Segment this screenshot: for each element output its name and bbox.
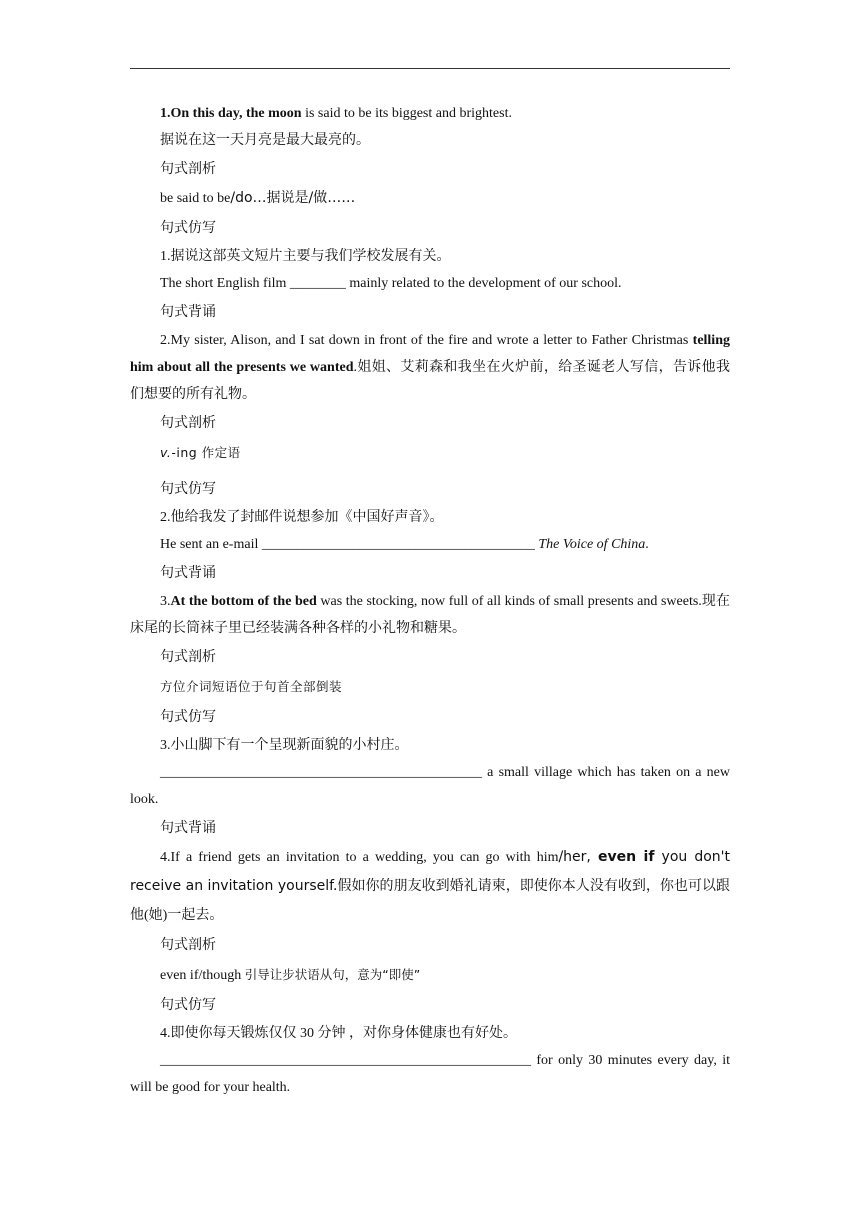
- s2-recite-heading: 句式背诵: [160, 565, 216, 581]
- s2-practice-cn: 2.他给我发了封邮件说想参加《中国好声音》。: [160, 510, 444, 525]
- s2-analysis-rest: -ing 作定语: [171, 445, 241, 460]
- s2-analysis-heading: 句式剖析: [160, 415, 216, 431]
- s2-analysis-v: v.: [160, 445, 172, 460]
- s3-sentence-num: 3.: [160, 594, 171, 609]
- s1-analysis-rest: /do…据说是/做……: [230, 190, 356, 206]
- header-rule: [130, 68, 730, 69]
- s4-practice-heading: 句式仿写: [160, 997, 216, 1013]
- s1-sentence-rest: is said to be its biggest and brightest.: [301, 106, 512, 121]
- s2-sentence: [130, 327, 730, 408]
- s4-analysis-en: even if/though: [160, 968, 245, 983]
- s1-practice-heading: 句式仿写: [160, 220, 216, 236]
- s3-sentence: [130, 588, 730, 642]
- s4-sentence: [130, 843, 730, 930]
- s3-practice-cn: 3.小山脚下有一个呈现新面貌的小村庄。: [160, 738, 409, 753]
- s2-practice-heading: 句式仿写: [160, 481, 216, 497]
- s1-translation: 据说在这一天月亮是最大最亮的。: [160, 133, 370, 148]
- s1-analysis-en: be said to be: [160, 191, 231, 206]
- s4-sentence-slash: /her,: [558, 849, 598, 865]
- s4-practice-cn: 4.即使你每天锻炼仅仅 30 分钟 ，对你身体健康也有好处。: [160, 1026, 517, 1041]
- s1-analysis: [130, 184, 730, 213]
- s3-analysis: 方位介词短语位于句首全部倒装: [160, 679, 343, 694]
- s1-sentence: [130, 100, 730, 127]
- s3-sentence-rest: was the stocking, now full of all kinds of small presents and sweets.现在床尾的长筒袜子里已经装满各种各样的小礼物和糖果。: [130, 594, 730, 636]
- s4-sentence-rest: you don't receive an invitation yourself.: [130, 849, 730, 894]
- s2-sentence-cn: .姐姐、艾莉森和我坐在火炉前，给圣诞老人写信，告诉他我们想要的所有礼物。: [130, 360, 730, 402]
- document-body: [130, 100, 730, 1101]
- s3-recite-heading: 句式背诵: [160, 820, 216, 836]
- s1-recite-heading: 句式背诵: [160, 304, 216, 320]
- s4-analysis: [130, 960, 730, 990]
- s1-sentence-bold: 1.On this day, the moon: [160, 106, 302, 121]
- s4-sentence-start: 4.If a friend gets an invitation to a wedding, you can go with him: [160, 850, 559, 865]
- s2-analysis: [130, 438, 730, 468]
- s4-practice-en: _____________________________________________________ for only 30 minutes every day, it will be good for your health.: [130, 1053, 730, 1095]
- s3-practice-en: ______________________________________________ a small village which has taken on a new look.: [130, 765, 730, 807]
- s2-practice-en-end: .: [645, 537, 649, 552]
- s1-analysis-heading: 句式剖析: [160, 161, 216, 177]
- s1-practice-en: The short English film ________ mainly related to the development of our school.: [160, 276, 622, 291]
- s4-sentence-bold: even if: [597, 849, 655, 865]
- s4-sentence-cn: 假如你的朋友收到婚礼请柬，即使你本人没有收到，你也可以跟他(她)一起去。: [130, 879, 730, 923]
- s2-sentence-start: 2.My sister, Alison, and I sat down in front of the fire and wrote a letter to Father Christmas: [160, 333, 693, 348]
- s3-practice-heading: 句式仿写: [160, 709, 216, 725]
- s2-practice-en-start: He sent an e-mail _______________________________________: [160, 537, 539, 552]
- s4-analysis-heading: 句式剖析: [160, 937, 216, 953]
- s1-practice-cn: 1.据说这部英文短片主要与我们学校发展有关。: [160, 249, 451, 264]
- s2-practice-en: [130, 531, 730, 558]
- s3-sentence-bold: At the bottom of the bed: [170, 594, 317, 609]
- s2-practice-en-italic: The Voice of China: [538, 537, 646, 552]
- s4-analysis-rest: 引导让步状语从句，意为“即使”: [244, 967, 421, 982]
- s2-sentence-bold: telling him about all the presents we wanted: [130, 333, 730, 375]
- s3-analysis-heading: 句式剖析: [160, 649, 216, 665]
